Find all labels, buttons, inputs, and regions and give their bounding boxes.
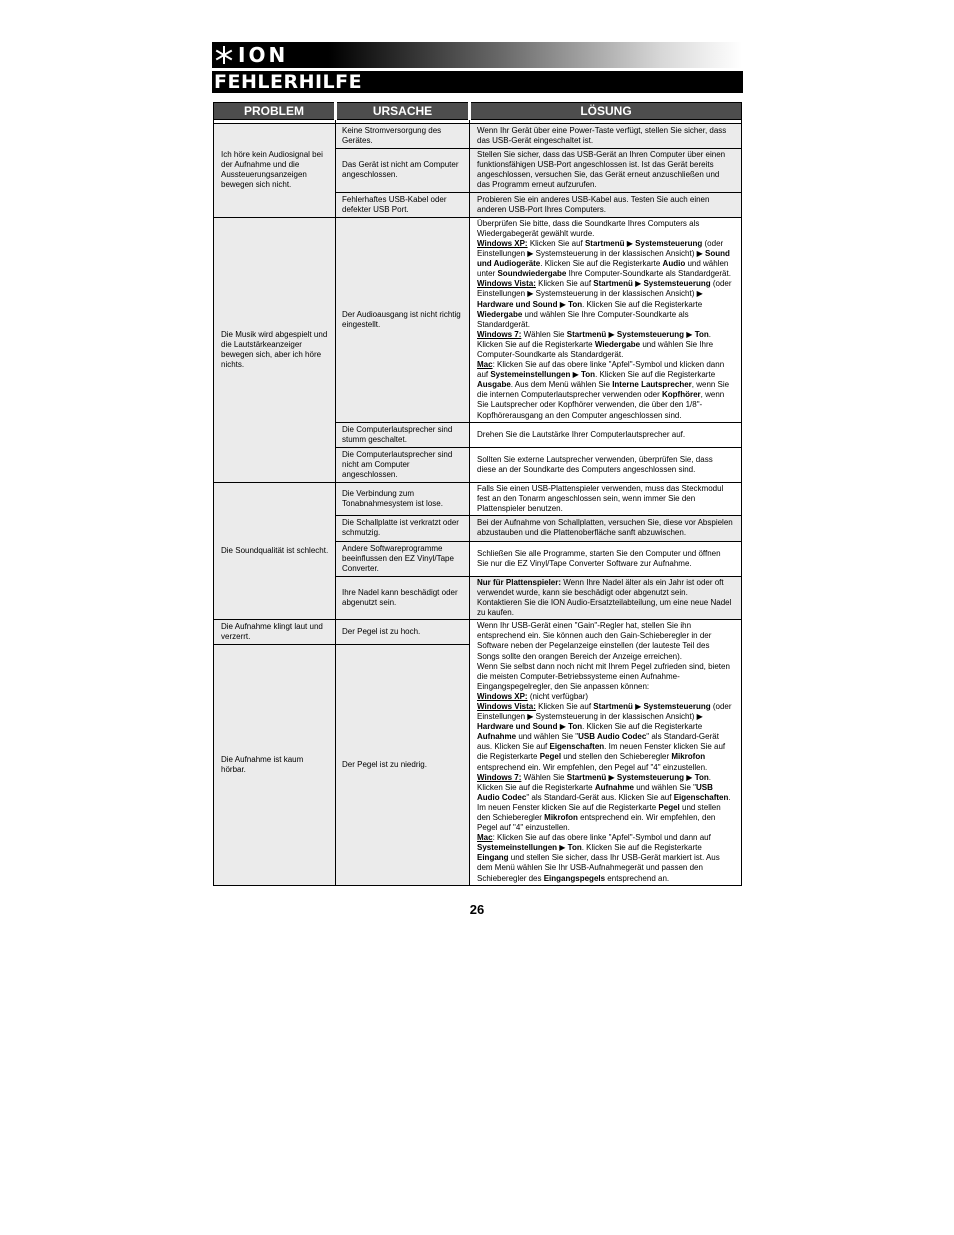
cause-cell: Fehlerhaftes USB-Kabel oder defekter USB Port. — [336, 192, 470, 217]
arrow-right-icon: ▶ — [559, 299, 566, 309]
os-label-winvista: Windows Vista: — [477, 279, 536, 289]
cause-cell: Andere Softwareprogramme beeinflussen den EZ Vinyl/Tape Converter. — [336, 541, 470, 576]
solution-cell: Wenn Ihr USB-Gerät einen "Gain"-Regler hat, stellen Sie ihn entsprechend ein. Sie können auch den Gain-Schieberegler in der Software neben der Pegelanzeige einstellen (der lauteste Teil des Songs sollte den orangen Bereich der Anzeige erreichen). Wenn Sie selbst dann noch nicht mit Ihrem Pegel zufrieden sind, bieten die meisten Computer-Betriebssysteme einen Aufnahme-Eingangspegelregler, den Sie anpassen können: Windows XP: (nicht verfügbar) Windows Vista: Klicken Sie auf Startmenü ▶ Systemsteuerung (oder Einstellungen ▶ Systemsteuerung in der klassischen Ansicht) ▶ Hardware und Sound ▶ Ton. Klicken Sie auf die Registerkarte Aufnahme und wählen Sie "USB Audio Codec" als Standard-Gerät aus. Klicken Sie auf Eigenschaften. Im neuen Fenster klicken Sie auf die Registerkarte Pegel und stellen den Schieberegler Mikrofon entsprechend ein. Wir empfehlen, den Pegel auf "4" einzustellen. Windows 7: Wählen Sie Startmenü ▶ Systemsteuerung ▶ Ton. Klicken Sie auf die Registerkarte Aufnahme und wählen Sie "USB Audio Codec" als Standard-Gerät aus. Klicken Sie auf Eigenschaften. Im neuen Fenster klicken Sie auf die Registerkarte Pegel und stellen den Schieberegler Mikrofon entsprechend ein. Wir empfehlen, den Pegel auf "4" einzustellen. Mac: Klicken Sie auf das obere linke "Apfel"-Symbol und dann auf Systemeinstellungen ▶ Ton. Klicken Sie auf die Registerkarte Eingang und stellen Sie sicher, dass Ihr USB-Gerät markiert ist. Aus dem Menü wählen Sie Ihr USB-Aufnahmegerät und passen den Schieberegler des Eingangspegels entsprechend an. — [470, 620, 742, 885]
ion-star-icon — [216, 47, 232, 63]
arrow-right-icon: ▶ — [608, 329, 615, 339]
solution-cell: Überprüfen Sie bitte, dass die Soundkarte Ihres Computers als Wiedergabegerät gewählt wurde. Windows XP: Klicken Sie auf Startmenü ▶ Systemsteuerung (oder Einstellungen ▶ Systemsteuerung in der klassischen Ansicht) ▶ Sound und Audiogeräte. Klicken Sie auf die Registerkarte Audio und wählen unter Soundwiedergabe Ihre Computer-Soundkarte als Standardgerät. Windows Vista: Klicken Sie auf Startmenü ▶ Systemsteuerung (oder Einstellungen ▶ Systemsteuerung in der klassischen Ansicht) ▶ Hardware und Sound ▶ Ton. Klicken Sie auf die Registerkarte Wiedergabe und wählen Sie Ihre Computer-Soundkarte als Standardgerät. Windows 7: Wählen Sie Startmenü ▶ Systemsteuerung ▶ Ton. Klicken Sie auf die Registerkarte Wiedergabe und wählen Sie Ihre Computer-Soundkarte als Standardgerät. Mac: Klicken Sie auf das obere linke "Apfel"-Symbol und klicken dann auf Systemeinstellungen ▶ Ton. Klicken Sie auf die Registerkarte Ausgabe. Aus dem Menü wählen Sie Interne Lautsprecher, wenn Sie die internen Computerlautsprecher verwenden oder Kopfhörer, wenn Sie Lautsprecher oder Kopfhörer verwenden, die über den 1/8"-Kopfhörerausgang an den Computer angeschlossen sind. — [470, 217, 742, 422]
os-label-win7: Windows 7: — [477, 329, 522, 339]
arrow-right-icon: ▶ — [527, 289, 534, 299]
solution-cell: Wenn Ihr Gerät über eine Power-Taste verfügt, stellen Sie sicher, dass das USB-Gerät eingeschaltet ist. — [470, 124, 742, 149]
arrow-right-icon: ▶ — [626, 238, 633, 248]
solution-cell: Bei der Aufnahme von Schallplatten, versuchen Sie, diese vor Abspielen abzustauben und die Plattenoberfläche sanft abzuwischen. — [470, 516, 742, 541]
cause-cell: Die Schallplatte ist verkratzt oder schmutzig. — [336, 516, 470, 541]
cause-cell: Der Pegel ist zu hoch. — [336, 620, 470, 645]
solution-cell: Sollten Sie externe Lautsprecher verwenden, überprüfen Sie, dass diese an der Soundkarte des Computers angeschlossen sind. — [470, 447, 742, 482]
cause-cell: Das Gerät ist nicht am Computer angeschlossen. — [336, 149, 470, 192]
cause-cell: Keine Stromversorgung des Gerätes. — [336, 124, 470, 149]
os-label-mac: Mac — [477, 360, 493, 370]
arrow-right-icon: ▶ — [572, 370, 579, 380]
ion-logo — [216, 43, 288, 67]
table-row — [214, 620, 742, 645]
arrow-right-icon: ▶ — [635, 701, 642, 711]
page-number: 26 — [469, 902, 485, 917]
header-cause: URSACHE — [336, 103, 470, 120]
cause-cell: Die Computerlautsprecher sind stumm geschaltet. — [336, 422, 470, 447]
arrow-right-icon: ▶ — [635, 279, 642, 289]
arrow-right-icon: ▶ — [527, 712, 534, 722]
problem-cell: Die Aufnahme ist kaum hörbar. — [214, 645, 336, 885]
problem-cell: Die Aufnahme klingt laut und verzerrt. — [214, 620, 336, 645]
cause-cell: Die Computerlautsprecher sind nicht am Computer angeschlossen. — [336, 447, 470, 482]
cause-cell: Der Audioausgang ist nicht richtig eingestellt. — [336, 217, 470, 422]
solution-cell: Schließen Sie alle Programme, starten Sie den Computer und öffnen Sie nur die EZ Vinyl/Tape Converter Software zur Aufnahme. — [470, 541, 742, 576]
arrow-right-icon: ▶ — [559, 843, 566, 853]
header-solution: LÖSUNG — [470, 103, 742, 120]
section-title-bar — [212, 71, 743, 93]
table-header-row — [214, 103, 742, 120]
arrow-right-icon: ▶ — [696, 289, 703, 299]
solution-cell: Stellen Sie sicher, dass das USB-Gerät an Ihren Computer über einen funktionsfähigen USB-Port angeschlossen ist. Ist das Gerät bereits angeschlossen, versuchen Sie, das Gerät erneut anzuschließen und das Programm erneut aufzurufen. — [470, 149, 742, 192]
arrow-right-icon: ▶ — [686, 772, 693, 782]
problem-cell: Ich höre kein Audiosignal bei der Aufnahme und die Aussteuerungsanzeigen bewegen sich nicht. — [214, 124, 336, 218]
arrow-right-icon: ▶ — [527, 249, 534, 259]
cause-cell: Ihre Nadel kann beschädigt oder abgenutzt sein. — [336, 576, 470, 619]
solution-cell: Nur für Plattenspieler: Wenn Ihre Nadel älter als ein Jahr ist oder oft verwendet wurde, kann sie beschädigt oder abgenutzt sein. Kontaktieren Sie die ION Audio-Ersatzteilabteilung, um eine neue Nadel zu kaufen. — [470, 576, 742, 619]
troubleshooting-table — [213, 102, 742, 886]
os-label-winxp: Windows XP: — [477, 238, 528, 248]
solution-cell: Drehen Sie die Lautstärke Ihrer Computerlautsprecher auf. — [470, 422, 742, 447]
solution-note-label: Nur für Plattenspieler: — [477, 577, 562, 587]
os-label-winvista: Windows Vista: — [477, 701, 536, 711]
arrow-right-icon: ▶ — [696, 712, 703, 722]
os-label-mac: Mac — [477, 833, 493, 843]
header-problem: PROBLEM — [214, 103, 336, 120]
os-label-win7: Windows 7: — [477, 772, 522, 782]
arrow-right-icon: ▶ — [686, 329, 693, 339]
arrow-right-icon: ▶ — [696, 249, 703, 259]
solution-cell: Falls Sie einen USB-Plattenspieler verwenden, muss das Steckmodul fest an den Tonarm angeschlossen sein, wenn immer Sie den Plattenspieler benutzen. — [470, 483, 742, 516]
table-row — [214, 217, 742, 422]
os-label-winxp: Windows XP: — [477, 691, 528, 701]
solution-intro: Überprüfen Sie bitte, dass die Soundkarte Ihres Computers als Wiedergabegerät gewählt wurde. — [477, 218, 700, 238]
page-title: FEHLERHILFE — [214, 71, 363, 93]
table-row — [214, 483, 742, 516]
problem-cell: Die Musik wird abgespielt und die Lautstärkeanzeiger bewegen sich, aber ich höre nichts. — [214, 217, 336, 482]
arrow-right-icon: ▶ — [608, 772, 615, 782]
logo-text: ION — [238, 43, 289, 67]
problem-cell: Die Soundqualität ist schlecht. — [214, 483, 336, 620]
brand-header-bar — [212, 42, 742, 68]
cause-cell: Der Pegel ist zu niedrig. — [336, 645, 470, 885]
arrow-right-icon: ▶ — [559, 722, 566, 732]
cause-cell: Die Verbindung zum Tonabnahmesystem ist lose. — [336, 483, 470, 516]
solution-cell: Probieren Sie ein anderes USB-Kabel aus. Testen Sie auch einen anderen USB-Port Ihres Computers. — [470, 192, 742, 217]
table-row — [214, 124, 742, 149]
